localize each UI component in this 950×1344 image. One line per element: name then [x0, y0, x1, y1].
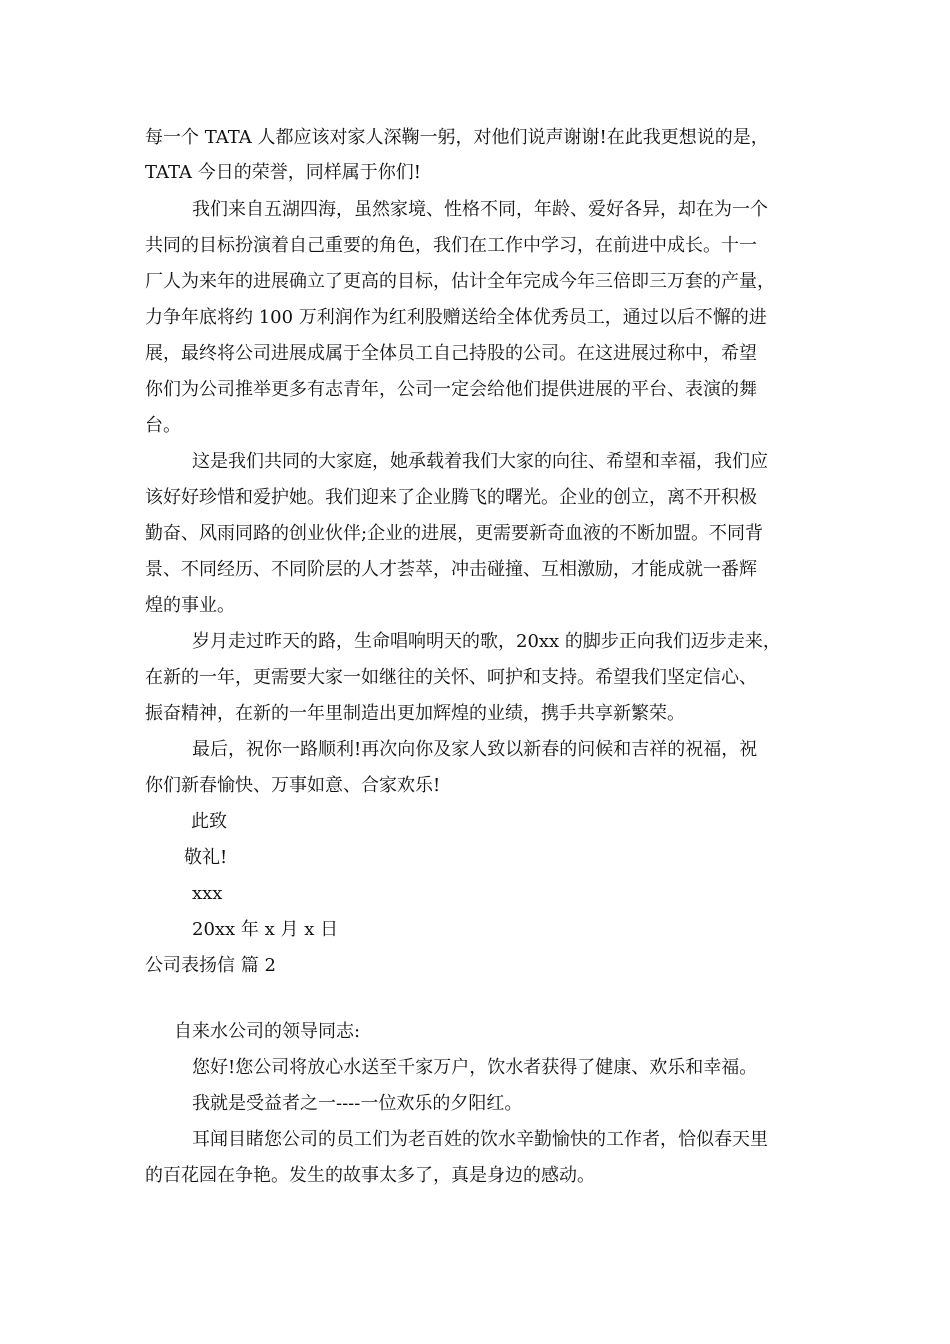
closing-jingli: 敬礼! [184, 847, 228, 868]
p2-line-7: 台。 [145, 415, 181, 436]
p3-line-5: 煌的事业。 [145, 595, 235, 616]
p3-line-3: 勤奋、风雨同路的创业伙伴;企业的进展，更需要新奇血液的不断加盟。不同背 [145, 523, 764, 544]
p1-line-1: 每一个 TATA 人都应该对家人深鞠一躬，对他们说声谢谢!在此我更想说的是， [145, 127, 769, 148]
p2-line-2: 共同的目标扮演着自己重要的角色，我们在工作中学习，在前进中成长。十一 [145, 235, 757, 256]
p4-line-2: 在新的一年，更需要大家一如继往的关怀、呵护和支持。希望我们坚定信心、 [145, 667, 757, 688]
p2-line-5: 展，最终将公司进展成属于全体员工自己持股的公司。在这进展过称中，希望 [145, 343, 757, 364]
closing-name: xxx [192, 883, 223, 904]
closing-cizhi: 此致 [191, 811, 227, 832]
letter2-p3-line-1: 耳闻目睹您公司的员工们为老百姓的饮水辛勤愉快的工作者，恰似春天里 [192, 1129, 768, 1150]
p5-line-1: 最后，祝你一路顺利!再次向你及家人致以新春的问候和吉祥的祝福，祝 [192, 739, 758, 760]
p2-line-4: 力争年底将约 100 万利润作为红利股赠送给全体优秀员工，通过以后不懈的进 [145, 307, 767, 328]
letter2-p3-line-2: 的百花园在争艳。发生的故事太多了，真是身边的感动。 [145, 1165, 595, 1186]
section-2-title: 公司表扬信 篇 2 [145, 955, 276, 976]
letter2-salutation: 自来水公司的领导同志: [174, 1021, 361, 1042]
p2-line-1: 我们来自五湖四海，虽然家境、性格不同，年龄、爱好各异，却在为一个 [192, 199, 768, 220]
p4-line-1: 岁月走过昨天的路，生命唱响明天的歌，20xx 的脚步正向我们迈步走来， [192, 631, 781, 652]
p3-line-1: 这是我们共同的大家庭，她承载着我们大家的向往、希望和幸福，我们应 [192, 451, 768, 472]
p5-line-2: 你们新春愉快、万事如意、合家欢乐! [145, 775, 441, 796]
letter2-p1: 您好!您公司将放心水送至千家万户，饮水者获得了健康、欢乐和幸福。 [192, 1057, 758, 1078]
letter2-p2: 我就是受益者之一----一位欢乐的夕阳红。 [192, 1093, 523, 1114]
p4-line-3: 振奋精神，在新的一年里制造出更加辉煌的业绩，携手共享新繁荣。 [145, 703, 685, 724]
closing-date: 20xx 年 x 月 x 日 [192, 919, 339, 940]
p3-line-2: 该好好珍惜和爱护她。我们迎来了企业腾飞的曙光。企业的创立，离不开积极 [145, 487, 757, 508]
p1-line-2: TATA 今日的荣誉，同样属于你们! [145, 162, 422, 183]
p2-line-3: 厂人为来年的进展确立了更高的目标，估计全年完成今年三倍即三万套的产量， [145, 271, 775, 292]
p2-line-6: 你们为公司推举更多有志青年，公司一定会给他们提供进展的平台、表演的舞 [145, 379, 757, 400]
p3-line-4: 景、不同经历、不同阶层的人才荟萃，冲击碰撞、互相激励，才能成就一番辉 [145, 559, 757, 580]
